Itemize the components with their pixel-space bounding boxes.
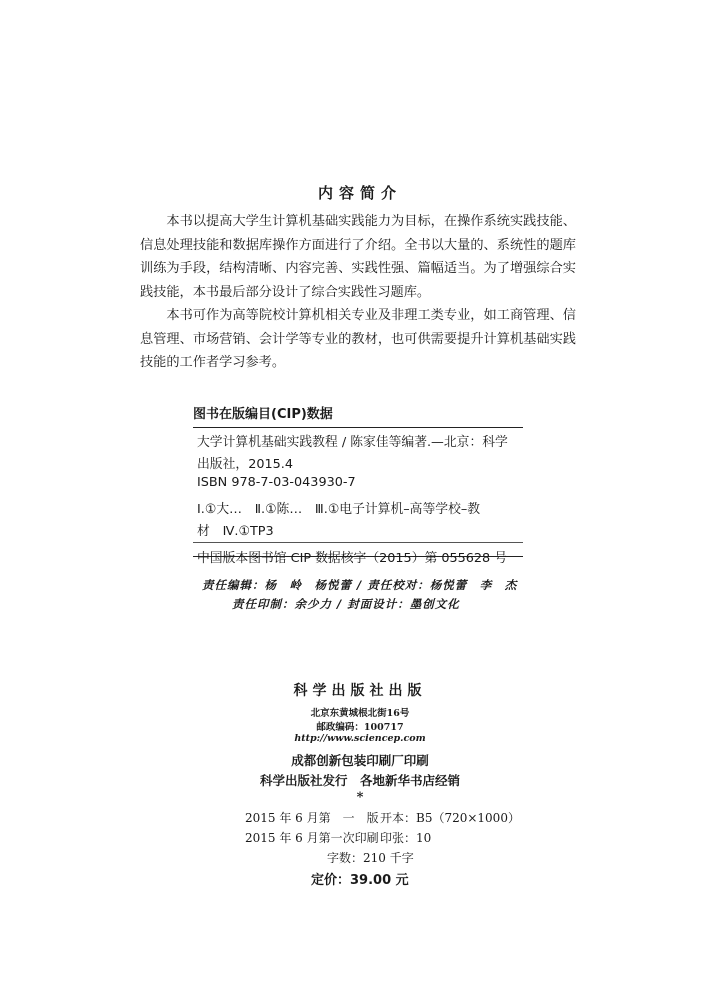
credits-editors: 责任编辑：杨 岭 杨悦蕾 / 责任校对：杨悦蕾 李 杰 [202, 578, 518, 592]
publisher-url: http://www.sciencep.com [294, 733, 426, 744]
sheet-count: 印张：10 [380, 831, 432, 845]
publisher-name: 科学出版社出版 [293, 683, 427, 699]
format-size: 开本：B5（720×1000） [380, 811, 520, 825]
distribution: 科学出版社发行 各地新华书店经销 [259, 773, 460, 788]
divider-asterisk: * [356, 790, 364, 805]
publisher-postcode: 邮政编码：100717 [316, 722, 404, 733]
cip-divider [193, 542, 523, 543]
publisher-address: 北京东黄城根北街16号 [310, 708, 410, 719]
summary-title: 内容简介 [317, 184, 402, 202]
printer: 成都创新包装印刷厂印刷 [291, 753, 429, 768]
summary-paragraph-2: 本书可作为高等院校计算机相关专业及非理工类专业，如工商管理、信息管理、市场营销、会计学等专业的教材，也可供需要提升计算机基础实践技能的工作者学习参考。 [140, 308, 576, 370]
credits-production: 责任印制：余少力 / 封面设计：墨创文化 [232, 597, 460, 611]
cip-line-4: Ⅰ.①大… Ⅱ.①陈… Ⅲ.①电子计算机–高等学校–教 [197, 502, 481, 517]
summary-paragraph-1: 本书以提高大学生计算机基础实践能力为目标，在操作系统实践技能、信息处理技能和数据库操作方面进行了介绍。全书以大量的、系统性的题库训练为手段，结构清晰、内容完善、实践性强、篇幅适当。为了增强综合实践技能，本书最后部分设计了综合实践性习题库。 [140, 214, 576, 300]
price: 定价：39.00 元 [311, 873, 409, 888]
edition-line: 2015 年 6 月第 一 版 [245, 811, 379, 825]
summary-body [140, 210, 576, 375]
cip-line-2: 出版社，2015.4 [197, 457, 293, 472]
cip-line-1: 大学计算机基础实践教程 / 陈家佳等编著.—北京：科学 [197, 435, 508, 450]
word-count: 字数：210 千字 [327, 851, 414, 865]
cip-heading: 图书在版编目(CIP)数据 [193, 407, 333, 422]
cip-line-3: ISBN 978-7-03-043930-7 [197, 475, 356, 490]
printing-line: 2015 年 6 月第一次印刷 [245, 831, 379, 845]
cip-line-5: 材 Ⅳ.①TP3 [197, 524, 274, 539]
cip-line-6: 中国版本图书馆 CIP 数据核字（2015）第 055628 号 [197, 551, 508, 566]
